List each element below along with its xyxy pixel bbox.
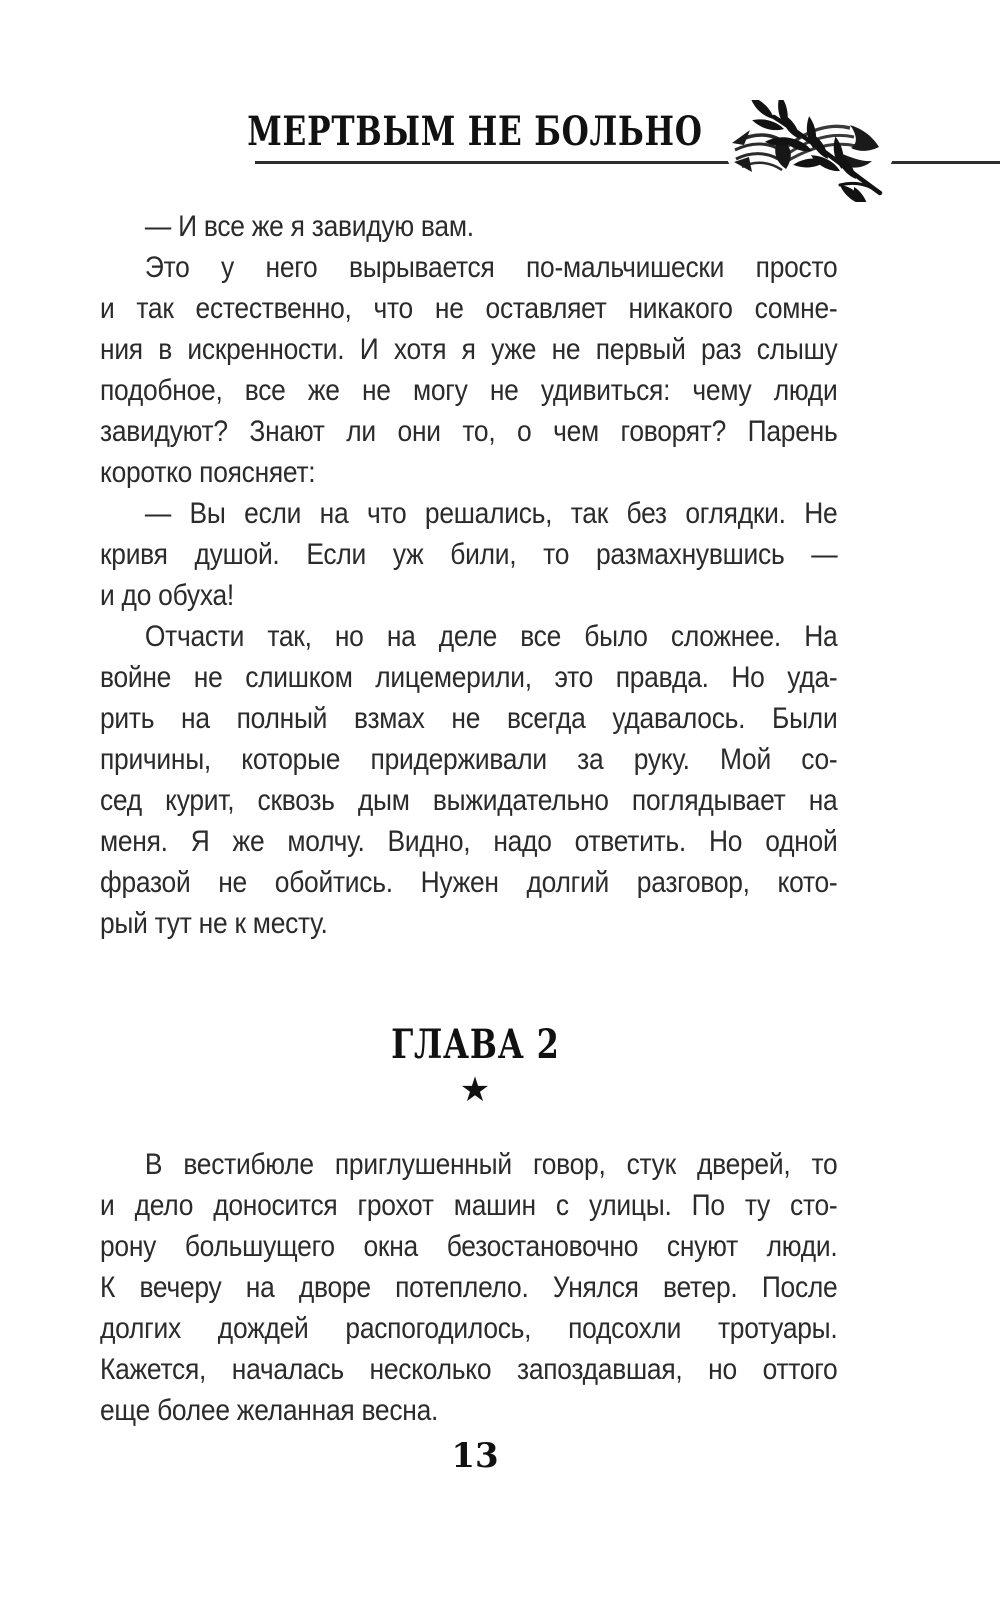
text-line: рый тут не к месту. [100, 907, 328, 940]
text-line: рить на полный взмах не всегда удавалось. Были [100, 702, 838, 735]
chapter-title-row [100, 1022, 850, 1068]
text-line: завидуют? Знают ли они то, о чем говорят? Парень [100, 415, 838, 448]
body-text-block-1 [100, 206, 837, 944]
text-line: фразой не обойтись. Нужен долгий разговор, кото- [100, 866, 838, 899]
text-line: и так естественно, что не оставляет никакого сомне- [100, 292, 838, 325]
text-line: К вечеру на дворе потеплело. Унялся ветер. После [100, 1271, 838, 1304]
text-line: и до обуха! [100, 579, 234, 612]
laurel-ribbon-ornament-icon [722, 100, 902, 202]
text-line: Кажется, началась несколько запоздавшая, но оттого [100, 1353, 838, 1386]
text-line: Отчасти так, но на деле все было сложнее. На [144, 620, 838, 653]
text-line: меня. Я же молчу. Видно, надо ответить. Но одной [100, 825, 838, 858]
text-line: рону большущего окна безостановочно снуют люди. [100, 1230, 838, 1263]
text-line: еще более желанная весна. [100, 1394, 439, 1427]
chapter-star-icon: ★ [459, 1070, 491, 1110]
text-line: — И все же я завидую вам. [144, 210, 474, 243]
text-line: ния в искренности. И хотя я уже не первый раз слышу [100, 333, 838, 366]
book-title: МЕРТВЫМ НЕ БОЛЬНО [247, 108, 703, 155]
text-line: — Вы если на что решались, так без оглядки. Не [144, 497, 838, 530]
text-line: долгих дождей распогодилось, подсохли тротуары. [100, 1312, 838, 1345]
text-line: коротко поясняет: [100, 456, 316, 489]
text-line: В вестибюле приглушенный говор, стук дверей, то [144, 1148, 838, 1181]
text-line: подобное, все же не могу не удивиться: чему люди [100, 374, 838, 407]
page-number: 13 [451, 1436, 499, 1476]
text-line: Это у него вырывается по-мальчишески просто [144, 251, 838, 284]
text-line: и дело доносится грохот машин с улицы. По ту сто- [100, 1189, 838, 1222]
chapter-title: ГЛАВА 2 [390, 1021, 560, 1068]
text-line: кривя душой. Если уж били, то размахнувшись — [100, 538, 838, 571]
text-line: сед курит, сквозь дым выжидательно поглядывает на [100, 784, 838, 817]
text-line: причины, которые придерживали за руку. Мой со- [100, 743, 838, 776]
text-line: войне не слишком лицемерили, это правда. Но уда- [100, 661, 838, 694]
body-text-block-2 [100, 1144, 837, 1431]
